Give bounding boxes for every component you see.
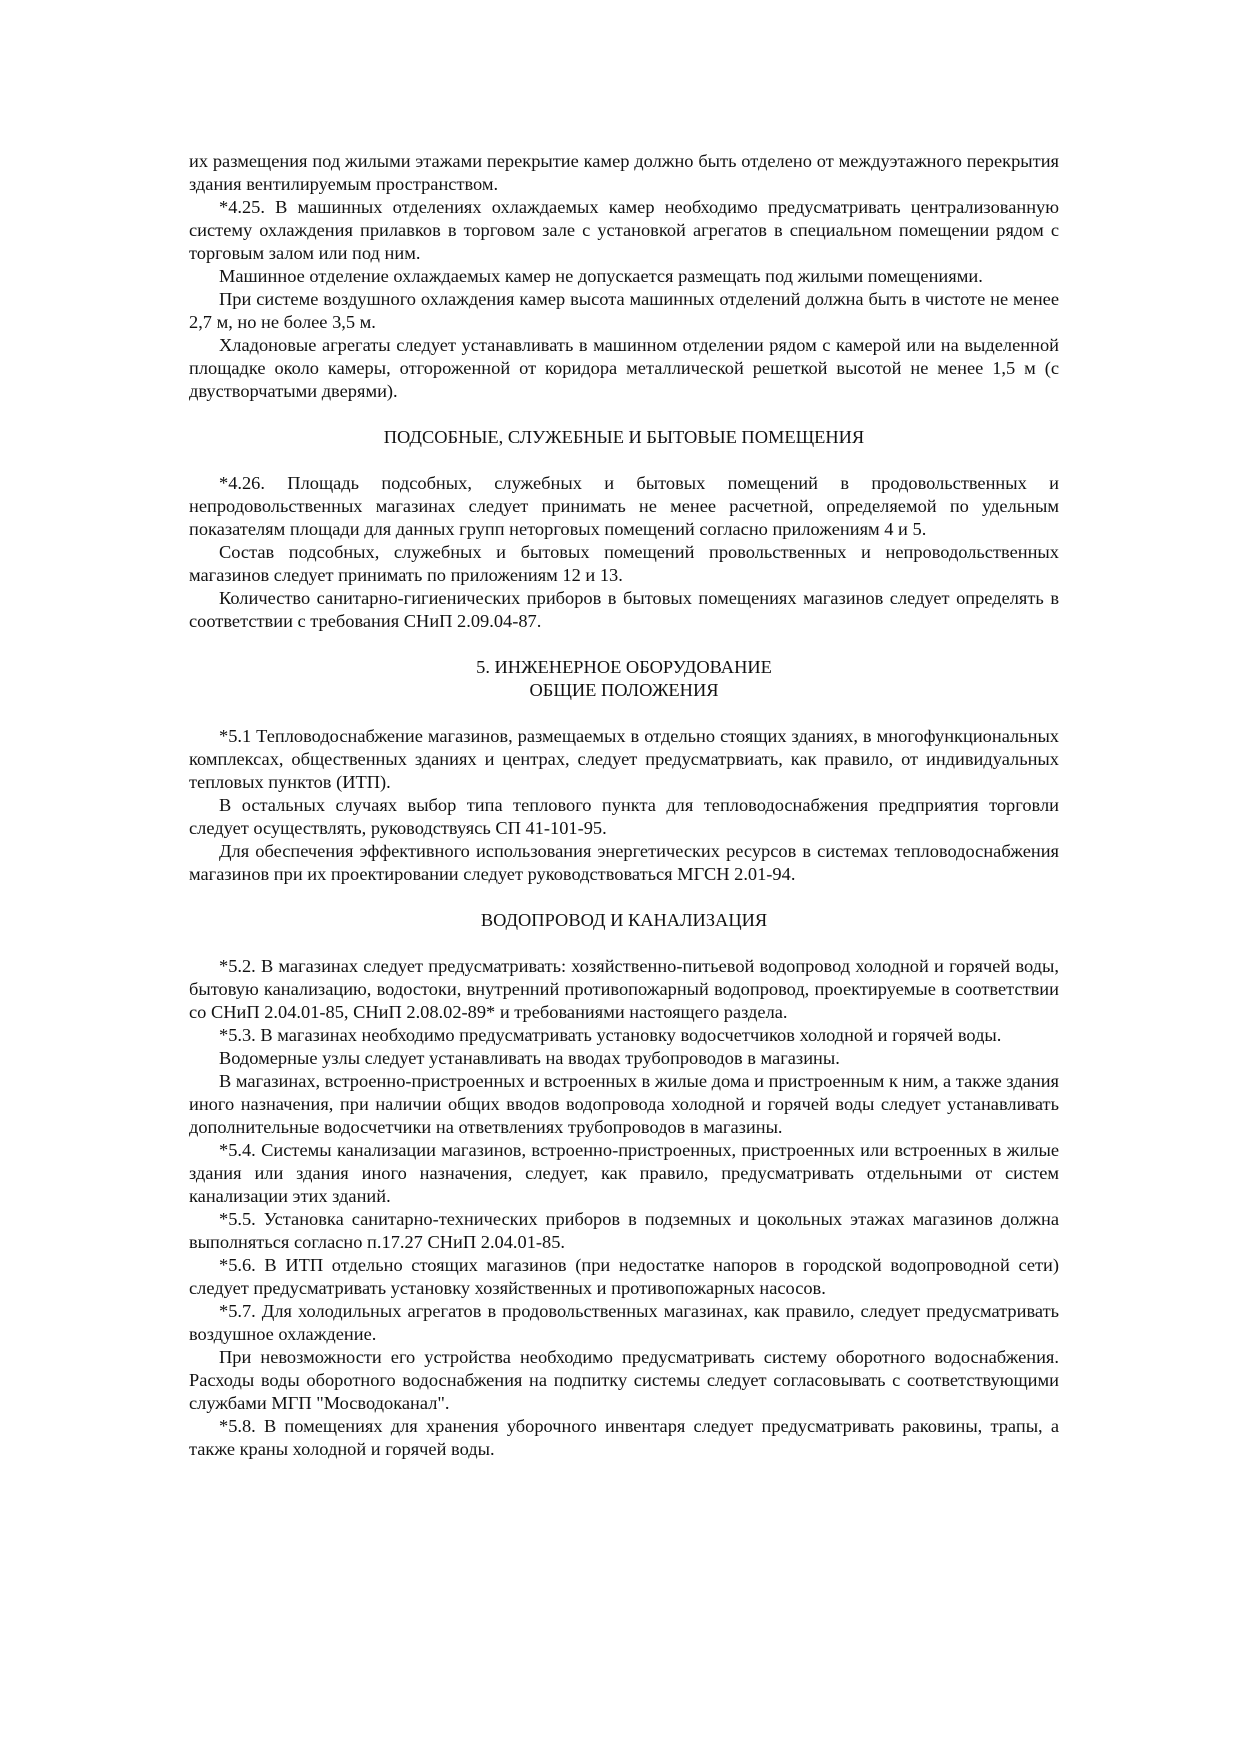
paragraph: *5.2. В магазинах следует предусматривать: хозяйственно-питьевой водопровод холодной и горячей воды, бытовую канализацию, водостоки, внутренний противопожарный водопровод, проектируемые в соответствии со СНиП 2.04.01-85, СНиП 2.08.02-89* и требованиями настоящего раздела.: [189, 956, 1059, 1022]
section-heading: ОБЩИЕ ПОЛОЖЕНИЯ: [529, 680, 719, 700]
paragraph: Состав подсобных, служебных и бытовых помещений провольственных и непроводольственных магазинов следует принимать по приложениям 12 и 13.: [189, 542, 1059, 585]
paragraph: *5.5. Установка санитарно-технических приборов в подземных и цокольных этажах магазинов должна выполняться согласно п.17.27 СНиП 2.04.01-85.: [189, 1209, 1059, 1252]
paragraph: Для обеспечения эффективного использования энергетических ресурсов в системах тепловодоснабжения магазинов при их проектировании следует руководствоваться МГСН 2.01-94.: [189, 841, 1059, 884]
paragraph: Машинное отделение охлаждаемых камер не допускается размещать под жилыми помещениями.: [219, 266, 983, 286]
section-heading: ВОДОПРОВОД И КАНАЛИЗАЦИЯ: [480, 910, 768, 930]
chapter-heading: 5. ИНЖЕНЕРНОЕ ОБОРУДОВАНИЕ: [476, 657, 772, 677]
paragraph: *5.1 Тепловодоснабжение магазинов, размещаемых в отдельно стоящих зданиях, в многофункциональных комплексах, общественных зданиях и центрах, следует предусматрвиать, как правило, от индивидуальных тепловых пунктов (ИТП).: [189, 726, 1059, 792]
paragraph: *5.4. Системы канализации магазинов, встроенно-пристроенных, пристроенных или встроенных в жилые здания или здания иного назначения, следует, как правило, предусматривать отдельными от систем канализации этих зданий.: [189, 1140, 1059, 1206]
section-heading: ПОДСОБНЫЕ, СЛУЖЕБНЫЕ И БЫТОВЫЕ ПОМЕЩЕНИЯ: [383, 427, 865, 447]
paragraph: В остальных случаях выбор типа теплового пункта для тепловодоснабжения предприятия торговли следует осуществлять, руководствуясь СП 41-101-95.: [189, 795, 1059, 838]
paragraph: В магазинах, встроенно-пристроенных и встроенных в жилые дома и пристроенным к ним, а также здания иного назначения, при наличии общих вводов водопровода холодной и горячей воды следует устанавливать дополнительные водосчетчики на ответвлениях трубопроводов в магазины.: [189, 1071, 1059, 1137]
paragraph: При невозможности его устройства необходимо предусматривать систему оборотного водоснабжения. Расходы воды оборотного водоснабжения на подпитку системы следует согласовывать с соответствующими службами МГП "Мосводоканал".: [189, 1347, 1059, 1413]
paragraph: *4.26. Площадь подсобных, служебных и бытовых помещений в продовольственных и непродовольственных магазинах следует принимать не менее расчетной, определяемой по удельным показателям площади для данных групп неторговых помещений согласно приложениям 4 и 5.: [189, 473, 1059, 539]
paragraph: *5.7. Для холодильных агрегатов в продовольственных магазинах, как правило, следует предусматривать воздушное охлаждение.: [189, 1301, 1059, 1344]
paragraph: *5.3. В магазинах необходимо предусматривать установку водосчетчиков холодной и горячей воды.: [219, 1025, 1002, 1045]
paragraph: *5.8. В помещениях для хранения уборочного инвентаря следует предусматривать раковины, трапы, а также краны холодной и горячей воды.: [189, 1416, 1059, 1459]
document-page: [189, 150, 1059, 1461]
paragraph: Количество санитарно-гигиенических приборов в бытовых помещениях магазинов следует определять в соответствии с требования СНиП 2.09.04-87.: [189, 588, 1059, 631]
paragraph: При системе воздушного охлаждения камер высота машинных отделений должна быть в чистоте не менее 2,7 м, но не более 3,5 м.: [189, 289, 1059, 332]
paragraph: Хладоновые агрегаты следует устанавливать в машинном отделении рядом с камерой или на выделенной площадке около камеры, отгороженной от коридора металлической решеткой высотой не менее 1,5 м (с двустворчатыми дверями).: [189, 335, 1059, 401]
paragraph: *5.6. В ИТП отдельно стоящих магазинов (при недостатке напоров в городской водопроводной сети) следует предусматривать установку хозяйственных и противопожарных насосов.: [189, 1255, 1059, 1298]
paragraph: их размещения под жилыми этажами перекрытие камер должно быть отделено от междуэтажного перекрытия здания вентилируемым пространством.: [189, 151, 1059, 194]
paragraph: Водомерные узлы следует устанавливать на вводах трубопроводов в магазины.: [219, 1048, 840, 1068]
paragraph: *4.25. В машинных отделениях охлаждаемых камер необходимо предусматривать централизованную систему охлаждения прилавков в торговом зале с установкой агрегатов в специальном помещении рядом с торговым залом или под ним.: [189, 197, 1059, 263]
